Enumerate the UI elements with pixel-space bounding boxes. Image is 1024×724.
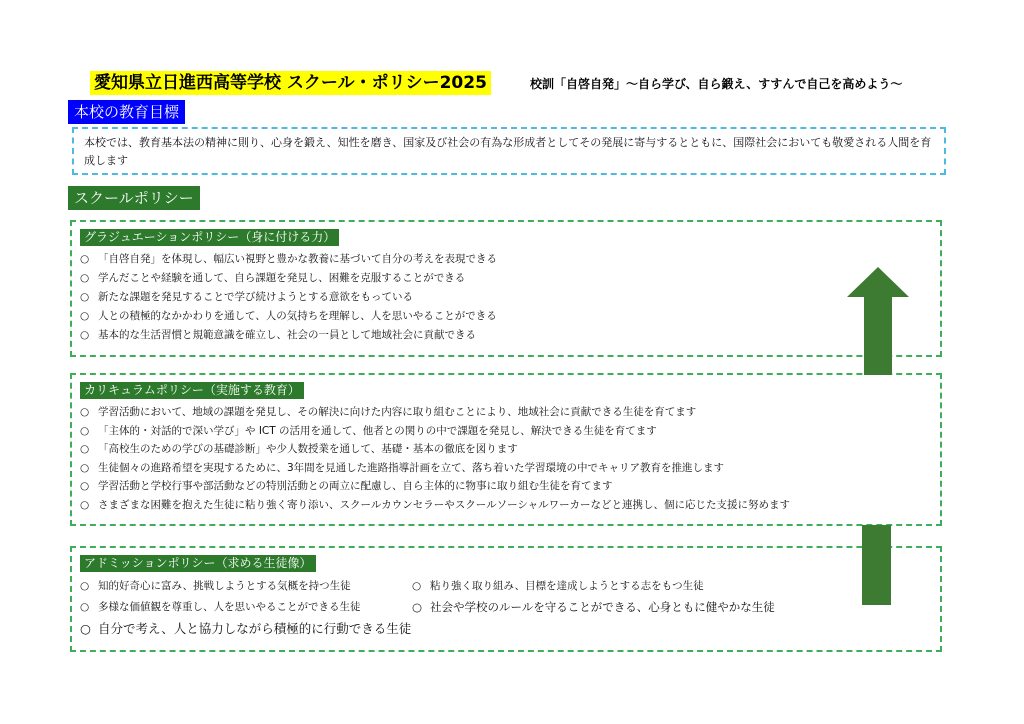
- list-item: [80, 422, 790, 441]
- list-item: [80, 459, 790, 478]
- bullet-icon: ○: [80, 443, 90, 455]
- bullet-icon: ○: [80, 601, 90, 613]
- list-item-text: 基本的な生活習慣と規範意識を確立し、社会の一員として地域社会に貢献できる: [98, 329, 476, 341]
- curriculum-policy-section: [70, 373, 942, 526]
- curriculum-policy-list: [80, 403, 790, 514]
- list-item: [80, 250, 497, 269]
- arrow-shaft-icon: [862, 525, 891, 605]
- bullet-icon: ○: [80, 310, 90, 322]
- list-item: [80, 601, 361, 613]
- graduation-policy-title: グラジュエーションポリシー（身に付ける力）: [80, 229, 339, 246]
- list-item-text: 学習活動において、地域の課題を発見し、その解決に向けた内容に取り組むことにより、地域社会に貢献できる生徒を育てます: [98, 406, 697, 418]
- education-goal-text: 本校では、教育基本法の精神に則り、心身を鍛え、知性を磨き、国家及び社会の有為な形成者としてその発展に寄与するとともに、国際社会においても敬愛される人間を育成します: [84, 136, 932, 167]
- bullet-icon: ○: [80, 498, 90, 511]
- page-title: 愛知県立日進西高等学校 スクール・ポリシー2025: [90, 71, 491, 95]
- list-item-text: 新たな課題を発見することで学び続けようとする意欲をもっている: [98, 291, 413, 303]
- list-item: [80, 288, 497, 307]
- list-item: [80, 440, 790, 459]
- list-item: [80, 269, 497, 288]
- arrow-up-icon: [847, 267, 909, 375]
- list-item-text: 生徒個々の進路希望を実現するために、3年間を見通した進路指導計画を立て、落ち着いた学習環境の中でキャリア教育を推進します: [98, 461, 724, 474]
- bullet-icon: ○: [80, 480, 90, 492]
- list-item: [412, 597, 775, 618]
- list-item-text: 「高校生のための学びの基礎診断」や少人数授業を通して、基礎・基本の徹底を図ります: [98, 443, 518, 455]
- bullet-icon: ○: [80, 621, 91, 636]
- list-item: [412, 576, 704, 597]
- school-motto: 校訓「自啓自発」～自ら学び、自ら鍛え、すすんで自己を高めよう～: [530, 77, 903, 91]
- bullet-icon: ○: [80, 406, 90, 418]
- admission-policy-title: アドミッションポリシー（求める生徒像）: [80, 555, 316, 572]
- list-item: [80, 477, 790, 496]
- list-item: [80, 496, 790, 515]
- list-item-text: 「主体的・対話的で深い学び」や ICT の活用を通して、他者との関りの中で課題を発見し、解決できる生徒を育てます: [98, 424, 657, 437]
- list-item-text: 学習活動と学校行事や部活動などの特別活動との両立に配慮し、自ら主体的に物事に取り組む生徒を育てます: [98, 480, 613, 492]
- list-item: [80, 326, 497, 345]
- education-goal-heading: 本校の教育目標: [68, 100, 185, 124]
- list-item-text: 知的好奇心に富み、挑戦しようとする気概を持つ生徒: [98, 580, 351, 592]
- list-item: [80, 403, 790, 422]
- bullet-icon: ○: [80, 329, 90, 341]
- list-item-text: 自分で考え、人と協力しながら積極的に行動できる生徒: [98, 621, 412, 636]
- curriculum-policy-title: カリキュラムポリシー（実施する教育）: [80, 382, 304, 399]
- graduation-policy-list: [80, 250, 497, 345]
- list-item-text: 「自啓自発」を体現し、幅広い視野と豊かな教養に基づいて自分の考えを表現できる: [98, 253, 497, 265]
- bullet-icon: ○: [412, 580, 422, 592]
- list-item-text: 人との積極的なかかわりを通して、人の気持ちを理解し、人を思いやることができる: [98, 310, 497, 322]
- list-item-text: 多様な価値観を尊重し、人を思いやることができる生徒: [98, 601, 361, 613]
- list-item-text: 社会や学校のルールを守ることができる、心身ともに健やかな生徒: [430, 600, 775, 614]
- list-item-text: 学んだことや経験を通して、自ら課題を発見し、困難を克服することができる: [98, 272, 466, 284]
- bullet-icon: ○: [80, 291, 90, 303]
- list-row: [80, 576, 704, 597]
- arrow-up-shape: [847, 267, 909, 375]
- admission-policy-list: [80, 576, 775, 639]
- list-item: [80, 307, 497, 326]
- admission-policy-section: [70, 546, 942, 652]
- bullet-icon: ○: [412, 600, 423, 614]
- list-item-text: 粘り強く取り組み、目標を達成しようとする志をもつ生徒: [430, 580, 704, 592]
- bullet-icon: ○: [80, 580, 90, 592]
- education-goal-box: [72, 127, 946, 175]
- bullet-icon: ○: [80, 461, 90, 474]
- list-item: [80, 580, 351, 592]
- bullet-icon: ○: [80, 253, 90, 265]
- list-row: [80, 618, 411, 639]
- list-item-text: さまざまな困難を抱えた生徒に粘り強く寄り添い、スクールカウンセラーやスクールソーシャルワーカーなどと連携し、個に応じた支援に努めます: [98, 498, 790, 511]
- bullet-icon: ○: [80, 424, 90, 437]
- school-policy-heading: スクールポリシー: [68, 186, 200, 210]
- bullet-icon: ○: [80, 272, 90, 284]
- list-item: [80, 621, 411, 636]
- graduation-policy-section: [70, 220, 942, 357]
- list-row: [80, 597, 775, 618]
